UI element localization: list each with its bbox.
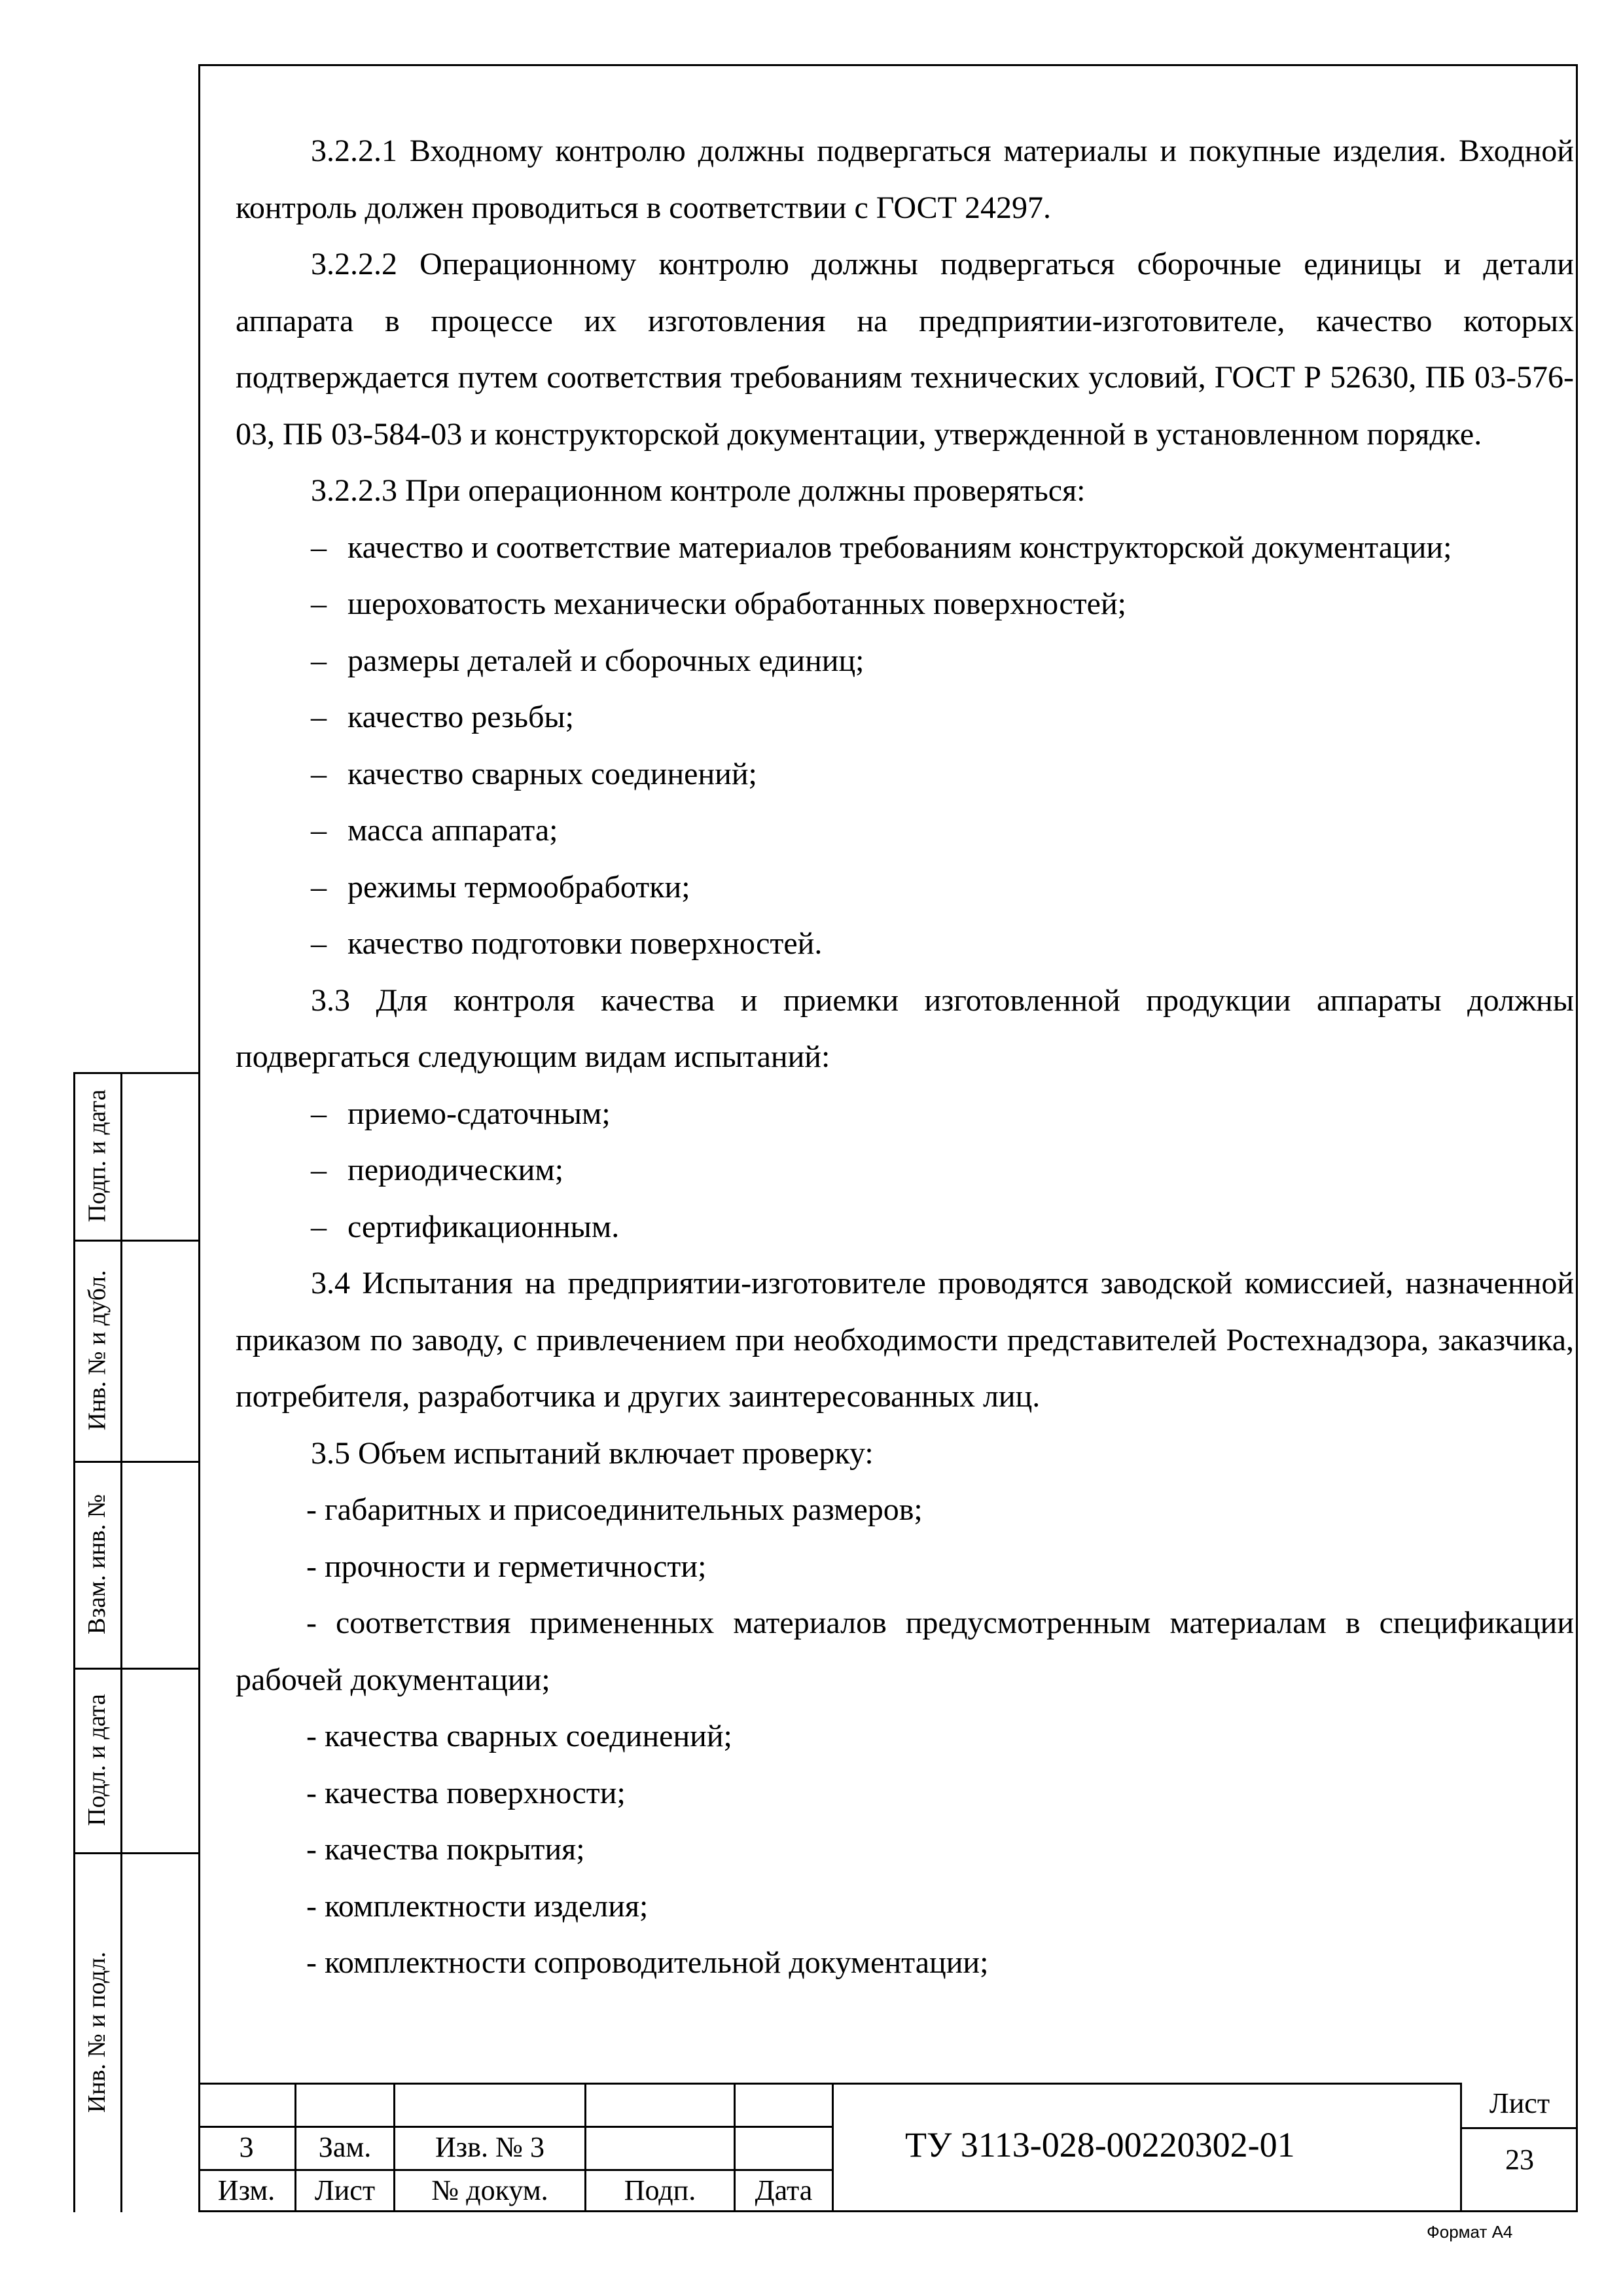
list-item: – качество и соответствие материалов требованиям конструкторской документации; <box>311 529 1452 565</box>
paragraph-3-2-2-1: 3.2.2.1 Входному контролю должны подвергаться материалы и покупные изделия. Входной контроль должен проводиться в соответствии с ГОСТ 24297. <box>236 134 1574 225</box>
list-item: – приемо-сдаточным; <box>311 1096 611 1131</box>
list-item: - качества покрытия; <box>306 1832 585 1867</box>
side-label-replace-inv: Взам. инв. № <box>83 1494 111 1635</box>
list-item: – сертификационным. <box>311 1209 620 1244</box>
list-item: – шероховатость механически обработанных поверхностей; <box>311 586 1126 621</box>
list-item: - комплектности сопроводительной документации; <box>306 1945 989 1980</box>
sheet-label: Лист <box>1489 2087 1550 2119</box>
side-label-sign-date: Подп. и дата <box>83 1089 111 1223</box>
header-signature: Подп. <box>624 2174 696 2206</box>
side-label-orig-sign-date: Подл. и дата <box>83 1694 111 1826</box>
header-date: Дата <box>755 2174 813 2206</box>
list-item: - качества поверхности; <box>306 1775 626 1810</box>
title-block-line <box>198 2083 1461 2085</box>
header-doc-number: № докум. <box>431 2174 548 2206</box>
list-item: – качество сварных соединений; <box>311 756 757 791</box>
side-label-orig-inv: Инв. № и подл. <box>83 1951 111 2113</box>
side-stamp-divider <box>120 1072 122 2212</box>
title-block-line <box>1461 2127 1578 2129</box>
sheet-number: 23 <box>1505 2144 1534 2176</box>
list-item: – размеры деталей и сборочных единиц; <box>311 643 865 678</box>
document-number: ТУ 3113-028-00220302-01 <box>905 2125 1295 2164</box>
side-label-dup-inv: Инв. № и дубл. <box>83 1270 111 1431</box>
revision-number: 3 <box>239 2131 254 2163</box>
paragraph-3-4: 3.4 Испытания на предприятии-изготовителе проводятся заводской комиссией, назначенной приказом по заводу, с привлечением при необходимости представителей Ростехнадзора, заказчика, потребителя, разработчика и других заинтересованных лиц. <box>236 1266 1574 1414</box>
header-izm: Изм. <box>217 2174 276 2206</box>
title-block-line <box>832 2083 834 2212</box>
list-item: - комплектности изделия; <box>306 1888 649 1924</box>
title-block <box>198 2083 1578 2212</box>
list-item: - качества сварных соединений; <box>306 1719 732 1753</box>
paragraph-3-2-2-3: 3.2.2.3 При операционном контроле должны проверяться: <box>311 473 1086 508</box>
list-item: – масса аппарата; <box>311 813 558 848</box>
list-item: – периодическим; <box>311 1153 564 1187</box>
header-list: Лист <box>314 2174 376 2206</box>
paragraph-3-2-2-2: 3.2.2.2 Операционному контролю должны подвергаться сборочные единицы и детали аппарата в процессе их изготовления на предприятии-изготовителе, качество которых подтверждается путем соответствия требованиям технических условий, ГОСТ Р 52630, ПБ 03-576-03, ПБ 03-584-03 и конструкторской документации, утвержденной в установленном порядке. <box>236 247 1574 452</box>
notice-number: Изв. № 3 <box>435 2131 544 2163</box>
paragraph-3-3: 3.3 Для контроля качества и приемки изготовленной продукции аппараты должны подвергаться следующим видам испытаний: <box>236 982 1574 1074</box>
list-item: – качество подготовки поверхностей. <box>311 926 823 961</box>
document-body <box>236 123 1574 1992</box>
list-item: – качество резьбы; <box>311 700 574 734</box>
change-type: Зам. <box>318 2131 372 2163</box>
paragraph-3-5: 3.5 Объем испытаний включает проверку: <box>311 1435 874 1471</box>
list-item: – режимы термообработки; <box>311 869 690 905</box>
format-label: Формат А4 <box>1427 2222 1513 2242</box>
side-stamp <box>73 1072 200 2212</box>
list-item: - прочности и герметичности; <box>306 1549 707 1584</box>
list-item: - соответствия примененных материалов предусмотренным материалам в спецификации рабочей документации; <box>236 1605 1574 1697</box>
list-item: - габаритных и присоединительных размеров; <box>306 1492 923 1527</box>
